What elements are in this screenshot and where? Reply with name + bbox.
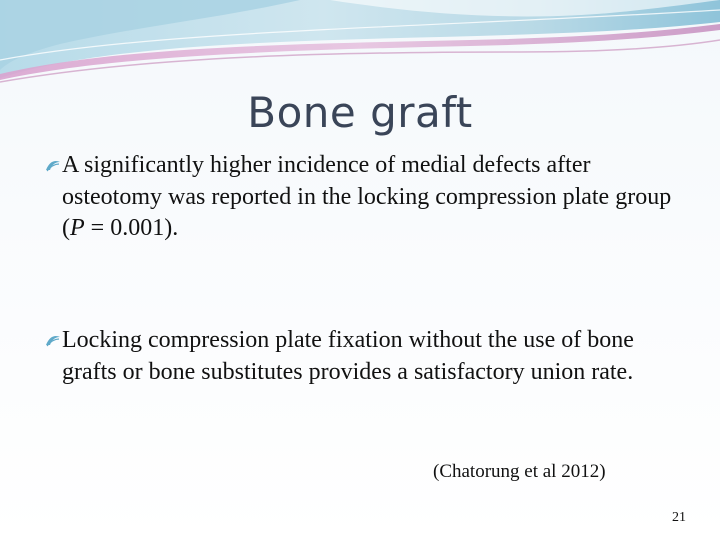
swoosh-bullet-icon <box>44 158 62 174</box>
bullet-item <box>44 325 684 388</box>
bullet-text: A significantly higher incidence of medial defects after osteotomy was reported in the locking compression plate group (P = 0.001). <box>62 152 672 241</box>
bullet-item <box>44 150 684 245</box>
slide-title: Bone graft <box>247 88 473 137</box>
p-value-symbol: P <box>70 215 85 241</box>
swoosh-bullet-icon <box>44 333 62 349</box>
bullet-text: Locking compression plate fixation without the use of bone grafts or bone substitutes provides a satisfactory union rate. <box>62 327 634 385</box>
page-number: 21 <box>672 510 686 525</box>
decorative-banner <box>0 0 720 90</box>
citation: (Chatorung et al 2012) <box>433 461 606 482</box>
